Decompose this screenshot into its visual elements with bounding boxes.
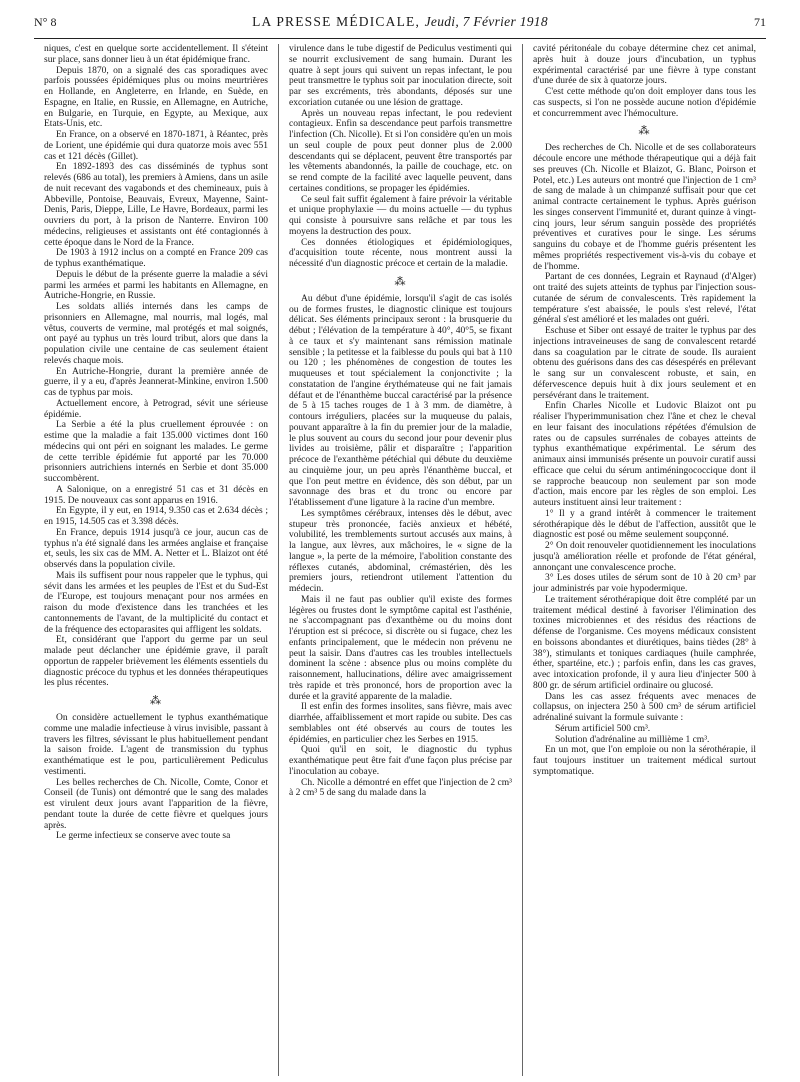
paragraph: Mais il ne faut pas oublier qu'il existe des formes légères ou frustes dont le symptôme capital est l'asthénie, ne s'accompagnant pas d'exanthème ou du moins dont l'éruption est si précoce, si discrète ou si fugace, chez les enfants principalement, que le médecin non prévenu ne peut la saisir. Dans d'autres cas les troubles intellectuels dominent la scène : absence plus ou moins complète du raisonnement, hallucinations, délire avec amaigrissement très rapide et très prononcé, hors de proportion avec la durée et la gravité apparente de la maladie. (289, 594, 512, 702)
formula-line: Sérum artificiel 500 cm³. (555, 723, 651, 734)
paragraph: Depuis 1870, on a signalé des cas sporadiques avec parfois poussées épidémiques plus ou moins meurtrières en Hollande, en Angleterre, en Irlande, en Suède, en Espagne, en Italie, en Russie, en Allemagne, en Autriche, en Bulgarie, en Turquie, en Egypte, au Mexique, aux Etats-Unis, etc. (44, 65, 268, 130)
list-item: 1° Il y a grand intérêt à commencer le traitement sérothérapique dès le début de l'affection, aussitôt que le diagnostic est posé ou même seulement soupçonné. (533, 508, 756, 541)
paragraph: En un mot, que l'on emploie ou non la sérothérapie, il faut toujours instituer un traitement médical surtout symptomatique. (533, 745, 756, 777)
journal-name: LA PRESSE MÉDICALE, (252, 14, 421, 29)
paragraph: Les belles recherches de Ch. Nicolle, Comte, Conor et Conseil (de Tunis) ont démontré que le sang des malades est virulent deux jours avant l'apparition de la fièvre, pendant toute la durée de cette fièvre et quelques jours après. (44, 777, 268, 831)
paragraph: On considère actuellement le typhus exanthématique comme une maladie infectieuse à virus invisible, passant à travers les filtres, sévissant le plus habituellement pendant la saison froide. L'agent de transmission du typhus exanthématique est le pou, particulièrement Pediculus vestimenti. (44, 713, 268, 777)
list-item: 2° On doit renouveler quotidiennement les inoculations jusqu'à amélioration réelle et profonde de l'état général, annonçant une convalescence proche. (533, 541, 756, 573)
paragraph: Ces données étiologiques et épidémiologiques, d'acquisition toute récente, nous montrent aussi la nécessité d'un diagnostic précoce et certain de la maladie. (289, 237, 512, 269)
paragraph: Et, considérant que l'apport du germe par un seul malade peut déclancher une épidémie grave, il paraît opportun de rappeler brièvement les éléments essentiels du diagnostic précoce du typhus et les données thérapeutiques les plus récentes. (44, 635, 268, 689)
issue-date: Jeudi, 7 Février 1918 (424, 14, 548, 29)
issue-number: N° 8 (34, 15, 57, 29)
journal-title (94, 14, 706, 30)
paragraph: Dans les cas assez fréquents avec menaces de collapsus, on injectera 250 à 500 cm³ de sérum artificiel adrénaliné suivant la formule suivante : (533, 691, 756, 723)
section-separator: ⁂ (150, 695, 162, 707)
paragraph: Enfin Charles Nicolle et Ludovic Blaizot ont pu réaliser l'hyperimmunisation chez l'âne et chez le cheval en leur faisant des inoculations répétées d'émulsion de rates ou de capsules surrénales de cobayes atteints de typhus exanthématique expérimental. Le sérum des animaux ainsi immunisés présente un pouvoir curatif aussi efficace que celui du sérum antiméningococcique dont il se rapproche beaucoup non seulement par son mode d'action, mais encore par les règles de son emploi. Les auteurs instituent ainsi leur traitement : (533, 401, 756, 508)
column-1 (34, 44, 278, 1076)
paragraph: Après un nouveau repas infectant, le pou redevient contagieux. Enfin sa descendance peut parfois transmettre l'infection (Ch. Nicolle). Et si l'on considère qu'en un mois un seul couple de poux peut donner plus de 2.000 descendants qui se déplacent, peuvent être transportés par les vêtements abandonnés, la paille de couchage, etc. on se rend compte de la facilité avec laquelle peuvent, dans certaines conditions, se propager les épidémies. (289, 108, 512, 194)
paragraph: En 1892-1893 des cas disséminés de typhus sont relevés (686 au total), les premiers à Amiens, dans un asile de nuit recevant des vagabonds et des chemineaux, puis à Abbeville, Pontoise, Beauvais, Evreux, Mayenne, Saint-Denis, Paris, Dieppe, Lille, Le Havre, Bordeaux, parmi les ouvriers du port, à la prison de Nanterre. Environ 100 médecins, religieuses et assistants ont été contagionnés à cette époque dans le Nord de la France. (44, 162, 268, 248)
paragraph: En Egypte, il y eut, en 1914, 9.350 cas et 2.634 décès ; en 1915, 14.505 cas et 3.398 décès. (44, 506, 268, 527)
paragraph: Les symptômes cérébraux, intenses dès le début, avec stupeur très prononcée, faciès anxieux et hébété, volubilité, les tremblements surtout accusés aux mains, à la langue, aux lèvres, aux mâchoires, le « signe de la langue », la perte de la mémoire, l'abolition constante des réflexes cutanés, abdominal, crémastérien, dès les premiers jours, retiendront utilement l'attention du médecin. (289, 508, 512, 594)
paragraph: Partant de ces données, Legrain et Raynaud (d'Alger) ont traité des sujets atteints de typhus par l'injection sous-cutanée de sérum de convalescents. Très rapidement la température s'est abaissée, le pouls s'est relevé, l'état général s'est amélioré et les malades ont guéri. (533, 272, 756, 326)
paragraph: Mais ils suffisent pour nous rappeler que le typhus, qui sévit dans les armées et les peuples de l'Est et du Sud-Est de l'Europe, est toujours menaçant pour nos armées en raison du mode d'existence dans les tranchées et les cantonnements de l'avant, de la multiplicité du contact et de la fréquence des ectoparasites qui affligent les soldats. (44, 570, 268, 635)
paragraph: Quoi qu'il en soit, le diagnostic du typhus exanthématique peut être fait d'une façon plus précise par l'inoculation au cobaye. (289, 745, 512, 777)
column-2 (278, 44, 522, 1076)
paragraph: Depuis le début de la présente guerre la maladie a sévi parmi les armées et parmi les habitants en Allemagne, en Autriche-Hongrie, en Russie. (44, 269, 268, 302)
paragraph: Au début d'une épidémie, lorsqu'il s'agit de cas isolés ou de formes frustes, le diagnostic clinique est toujours délicat. Ses éléments principaux seront : la brusquerie du début ; l'élévation de la température à 40°, 40°5, se fixant à ce taux et s'y maintenant sans rémission matinale sensible ; la petitesse et la faiblesse du pouls qui bat à 110 ou 120 ; les phénomènes de congestion de toutes les muqueuses et tout spécialement la conjonctivite ; la constatation de l'angine érythémateuse qui ne fait jamais défaut et de l'énanthème buccal caractérisé par la présence de 5 à 15 taches rouges de 1 à 3 mm. de diamètre, à contours irréguliers, placées sur la muqueuse du palais, pouvant apparaître à la fin du premier jour de la maladie, le plus souvent au cours du second jour pour devenir plus livides au troisième, pâlir et disparaître ; l'apparition précoce de l'exanthème pétéchial qui débute du deuxième au cinquième jour, un peu après l'énanthème buccal, et que l'on peut mettre en évidence, dès son début, par un savonnage des bras et du tronc ou encore par l'établissement d'une ligature à la racine d'un membre. (289, 293, 512, 508)
paragraph: En France, depuis 1914 jusqu'à ce jour, aucun cas de typhus n'a été signalé dans les armées anglaise et française et, seuls, les six cas de MM. A. Netter et L. Blaizot ont été observés dans la population civile. (44, 527, 268, 570)
column-3 (522, 44, 766, 1076)
paragraph: Les soldats alliés internés dans les camps de prisonniers en Allemagne, mal nourris, mal logés, mal vêtus, couverts de vermine, mal protégés et mal soignés, ont payé au typhus un très lourd tribut, alors que dans la population civile une centaine de cas seulement étaient relevés chaque mois. (44, 302, 268, 366)
paragraph: La Serbie a été la plus cruellement éprouvée : on estime que la maladie a fait 135.000 victimes dont 160 médecins qui ont péri en soignant les malades. Le germe de cette terrible épidémie fut apporté par les 70.000 prisonniers autrichiens internés en Serbie et dont 35.000 succombèrent. (44, 420, 268, 484)
paragraph: Eschuse et Siber ont essayé de traiter le typhus par des injections intraveineuses de sang de convalescent retardé dans sa coagulation par le citrate de soude. Ils auraient obtenu des guérisons dans des cas désespérés en prélevant le sang sur un convalescent robuste, et sain, en défervescence depuis huit à dix jours seulement et en persévérant dans le traitement. (533, 326, 756, 401)
paragraph: Le germe infectieux se conserve avec toute sa (56, 831, 231, 842)
paragraph: cavité péritonéale du cobaye détermine chez cet animal, après huit à douze jours d'incubation, un typhus expérimental caractérisé par une fièvre à type constant d'une durée de six à quatorze jours. (533, 44, 756, 87)
section-separator: ⁂ (638, 125, 651, 138)
paragraph: C'est cette méthode qu'on doit employer dans tous les cas suspects, si l'on ne possède aucune notion d'épidémie et concurremment avec l'hémoculture. (533, 87, 756, 119)
section-separator: ⁂ (394, 275, 407, 288)
paragraph: Il est enfin des formes insolites, sans fièvre, mais avec diarrhée, affaiblissement et mort rapide ou subite. Des cas semblables ont été observés au cours de toutes les épidémies, en particulier chez les Serbes en 1915. (289, 702, 512, 745)
formula-line: Solution d'adrénaline au millième 1 cm³. (555, 734, 710, 745)
paragraph: Ch. Nicolle a démontré en effet que l'injection de 2 cm³ à 2 cm³ 5 de sang du malade dans la (289, 777, 512, 799)
article-columns (34, 44, 766, 1076)
page-header (34, 14, 766, 39)
page-number: 71 (754, 15, 766, 29)
paragraph: Des recherches de Ch. Nicolle et de ses collaborateurs découle encore une méthode thérapeutique qui a déjà fait ses preuves (Ch. Nicolle et Blaizot, G. Blanc, Poirson et Potel, etc.) Les auteurs ont montré que l'injection de 1 cm³ de sang de malade à un chimpanzé suffisait pour que cet animal contracte certainement le typhus. Après guérison les singes conservent l'immunité et, durant quinze à vingt-cinq jours, leur sérum sanguin possède des propriétés préventives et curatives pour le singe. Les sérums sanguins du cobaye et de l'homme guéris présentent les mêmes propriétés respectivement vis-à-vis du cobaye et de l'homme. (533, 143, 756, 272)
paragraph: En Autriche-Hongrie, durant la première année de guerre, il y a eu, d'après Jeannerat-Minkine, environ 1.500 cas de typhus par mois. (44, 366, 268, 398)
paragraph: niques, c'est en quelque sorte accidentellement. Il s'éteint sur place, sans donner lieu à un état épidémique franc. (44, 44, 268, 65)
list-item: 3° Les doses utiles de sérum sont de 10 à 20 cm³ par jour administrés par voie hypodermique. (533, 573, 756, 594)
paragraph: A Salonique, on a enregistré 51 cas et 31 décès en 1915. De nouveaux cas sont apparus en 1916. (44, 484, 268, 506)
paragraph: Ce seul fait suffit également à faire prévoir la véritable et unique prophylaxie — du moins actuelle — du typhus qui consiste à poursuivre sans relâche et par tous les moyens la destruction des poux. (289, 194, 512, 237)
paragraph: Actuellement encore, à Petrograd, sévit une sérieuse épidémie. (44, 398, 268, 420)
paragraph: De 1903 à 1912 inclus on a compté en France 209 cas de typhus exanthématique. (44, 248, 268, 269)
paragraph: virulence dans le tube digestif de Pediculus vestimenti qui se nourrit exclusivement de sang humain. Durant les quatre à sept jours qui suivent un repas infectant, le pou peut transmettre le typhus soit par inoculation directe, soit par ses excréments, très abondants, déposés sur une excoriation cutanée ou une lésion de grattage. (289, 44, 512, 108)
paragraph: En France, on a observé en 1870-1871, à Réantec, près de Lorient, une épidémie qui dura quatorze mois avec 551 cas et 121 décès (Gillet). (44, 130, 268, 162)
paragraph: Le traitement sérothérapique doit être complété par un traitement médical destiné à favoriser l'élimination des toxines microbiennes et des résidus des réactions de défense de l'organisme. Ces moyens médicaux consistent en boissons abondantes et diurétiques, bains tièdes (28° à 38°), stimulants et toniques cardiaques (huile camphrée, éther, spartéine, etc.) ; parfois enfin, dans les cas graves, avec intoxication profonde, il y aura lieu d'injecter 500 à 800 gr. de sérum artificiel ordinaire ou glucosé. (533, 594, 756, 691)
